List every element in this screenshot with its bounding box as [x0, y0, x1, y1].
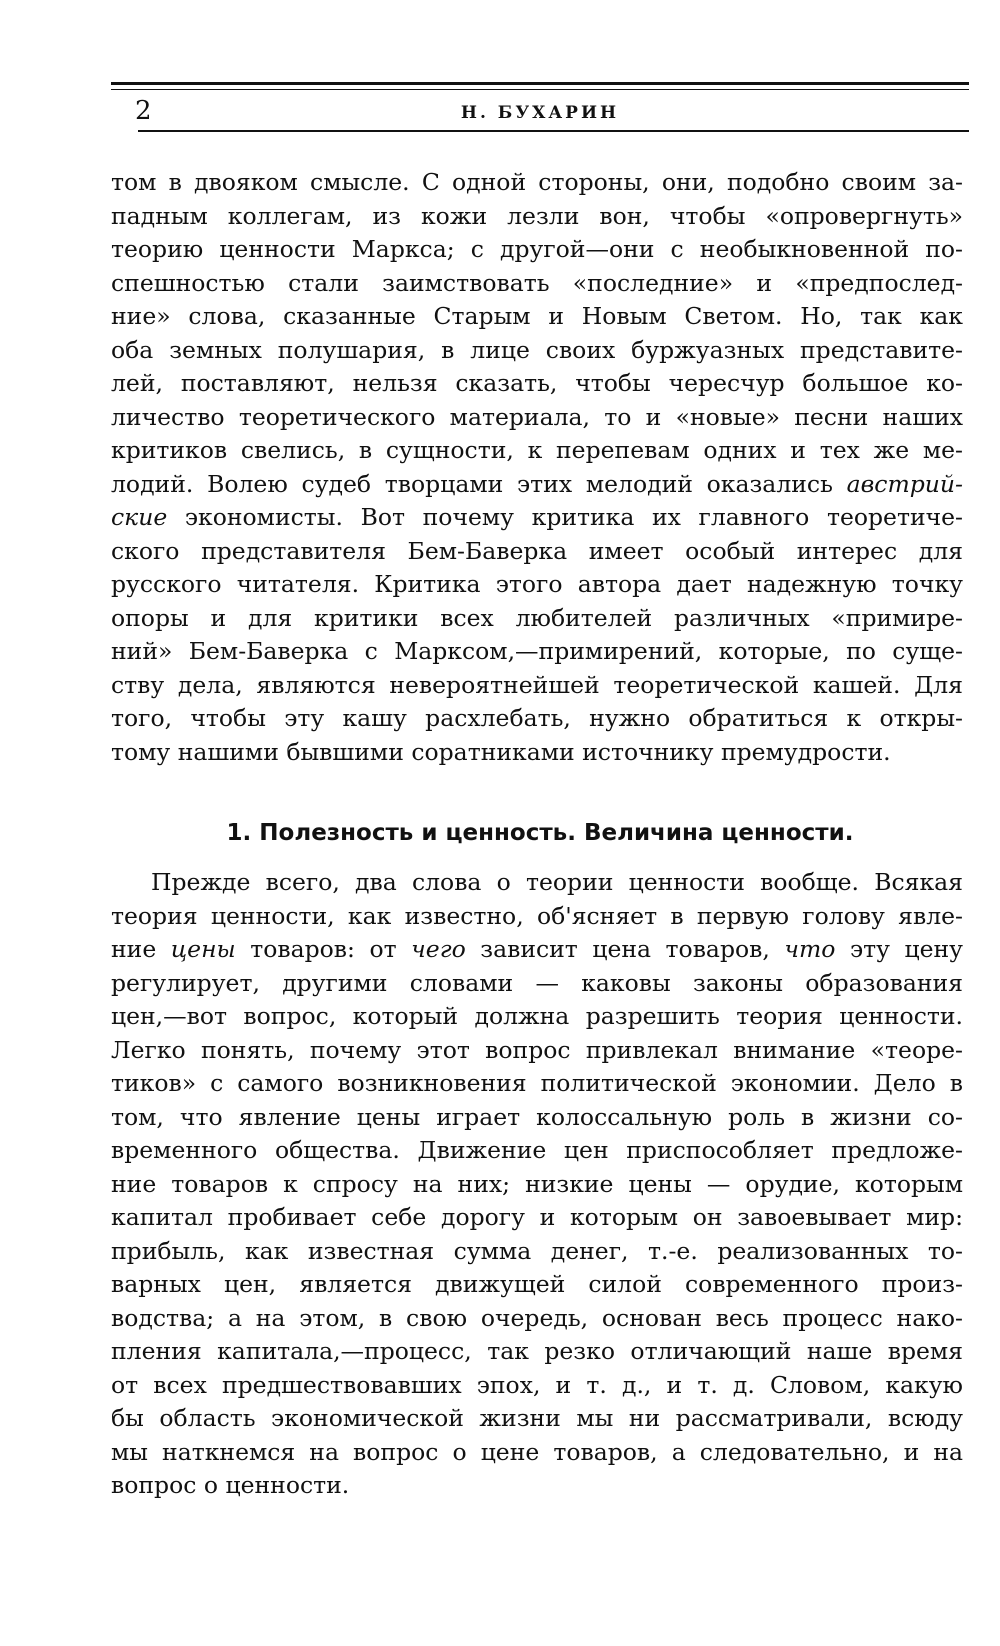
text-line: лей, поставляют, нельзя сказать, чтобы чересчур большое ко- [111, 369, 963, 397]
page-number: 2 [135, 96, 152, 126]
top-rule-thick [111, 82, 969, 85]
text-line: критиков свелись, в сущности, к перепевам одних и тех же ме- [111, 436, 963, 464]
text-line: тому нашими бывшими соратниками источнику премудрости. [111, 737, 891, 766]
text-line: падным коллегам, из кожи лезли вон, чтобы «опровергнуть» [111, 201, 963, 230]
top-rule-thin [111, 89, 969, 90]
text-line: регулирует, другими словами — каковы законы образования [111, 968, 963, 997]
text-line [111, 468, 963, 502]
text-line: том, что явление цены играет колоссальную роль в жизни со- [111, 1102, 963, 1131]
text-line: Легко понять, почему этот вопрос привлекал внимание «теоре- [111, 1035, 963, 1064]
text-line: ние товаров к спросу на них; низкие цены — орудие, которым [111, 1169, 963, 1198]
italic-term: ские [111, 503, 168, 531]
italic-term: цены [170, 935, 236, 963]
text-line: прибыль, как известная сумма денег, т.-е. реализованных то- [111, 1236, 963, 1265]
text-line: оба земных полушария, в лице своих буржуазных представите- [111, 335, 963, 364]
text-line: бы область экономической жизни мы ни рассматривали, всюду [111, 1404, 963, 1432]
text-line: теорию ценности Маркса; с другой—они с необыкновенной по- [111, 235, 963, 263]
text-line: водства; а на этом, в свою очередь, основан весь процесс нако- [111, 1303, 963, 1332]
text-line: ского представителя Бем-Баверка имеет особый интерес для [111, 536, 963, 565]
text-run: экономисты. Вот почему критика их главного теоретиче- [167, 503, 963, 531]
text-line: теория ценности, как известно, об'ясняет в первую голову явле- [111, 901, 963, 930]
text-line: ний» Бем-Баверка с Марксом,—примирений, которые, по суще- [111, 637, 963, 665]
text-line: личество теоретического материала, то и «новые» песни наших [111, 402, 963, 431]
text-run: эту цену [835, 935, 963, 963]
text-line: от всех предшествовавших эпох, и т. д., и т. д. Словом, какую [111, 1370, 963, 1399]
section-heading: 1. Полезность и ценность. Величина ценности. [226, 820, 854, 846]
text-run: товаров: от [235, 935, 412, 963]
page-header [111, 96, 969, 128]
text-line: спешностью стали заимствовать «последние» и «предпослед- [111, 268, 963, 297]
text-run: зависит цена товаров, [465, 935, 785, 963]
text-line: русского читателя. Критика этого автора дает надежную точку [111, 570, 963, 598]
text-run: ние [111, 935, 171, 963]
paragraph-2 [111, 866, 963, 1503]
text-line: варных цен, является движущей силой современного произ- [111, 1270, 963, 1298]
running-head: Н. БУХАРИН [460, 103, 620, 123]
text-line: того, чтобы эту кашу расхлебать, нужно обратиться к откры- [111, 704, 963, 732]
text-line: том в двояком смысле. С одной стороны, они, подобно своим за- [111, 168, 963, 196]
text-run: лодий. Волею судеб творцами этих мелодий оказались [111, 469, 847, 498]
text-line: мы наткнемся на вопрос о цене товаров, а следовательно, и на [111, 1437, 963, 1466]
italic-term: австрий- [846, 469, 963, 498]
italic-term: что [784, 935, 836, 963]
text-line: капитал пробивает себе дорогу и которым он завоевывает мир: [111, 1203, 963, 1231]
text-line [111, 501, 963, 535]
text-line: ние» слова, сказанные Старым и Новым Светом. Но, так как [111, 302, 963, 330]
text-line: Прежде всего, два слова о теории ценности вообще. Всякая [151, 868, 963, 896]
text-line: пления капитала,—процесс, так резко отличающий наше время [111, 1337, 963, 1365]
text-line: вопрос о ценности. [111, 1471, 350, 1499]
text-line [111, 933, 963, 967]
text-line: временного общества. Движение цен приспособляет предложе- [111, 1136, 963, 1164]
text-line: опоры и для критики всех любителей различных «примире- [111, 603, 963, 632]
paragraph-1 [111, 166, 963, 769]
header-rule [138, 130, 969, 132]
text-line: тиков» с самого возникновения политической экономии. Дело в [111, 1069, 963, 1097]
text-line: ству дела, являются невероятнейшей теоретической кашей. Для [111, 670, 963, 699]
text-line: цен,—вот вопрос, который должна разрешить теория ценности. [111, 1002, 963, 1030]
italic-term: чего [411, 935, 466, 963]
